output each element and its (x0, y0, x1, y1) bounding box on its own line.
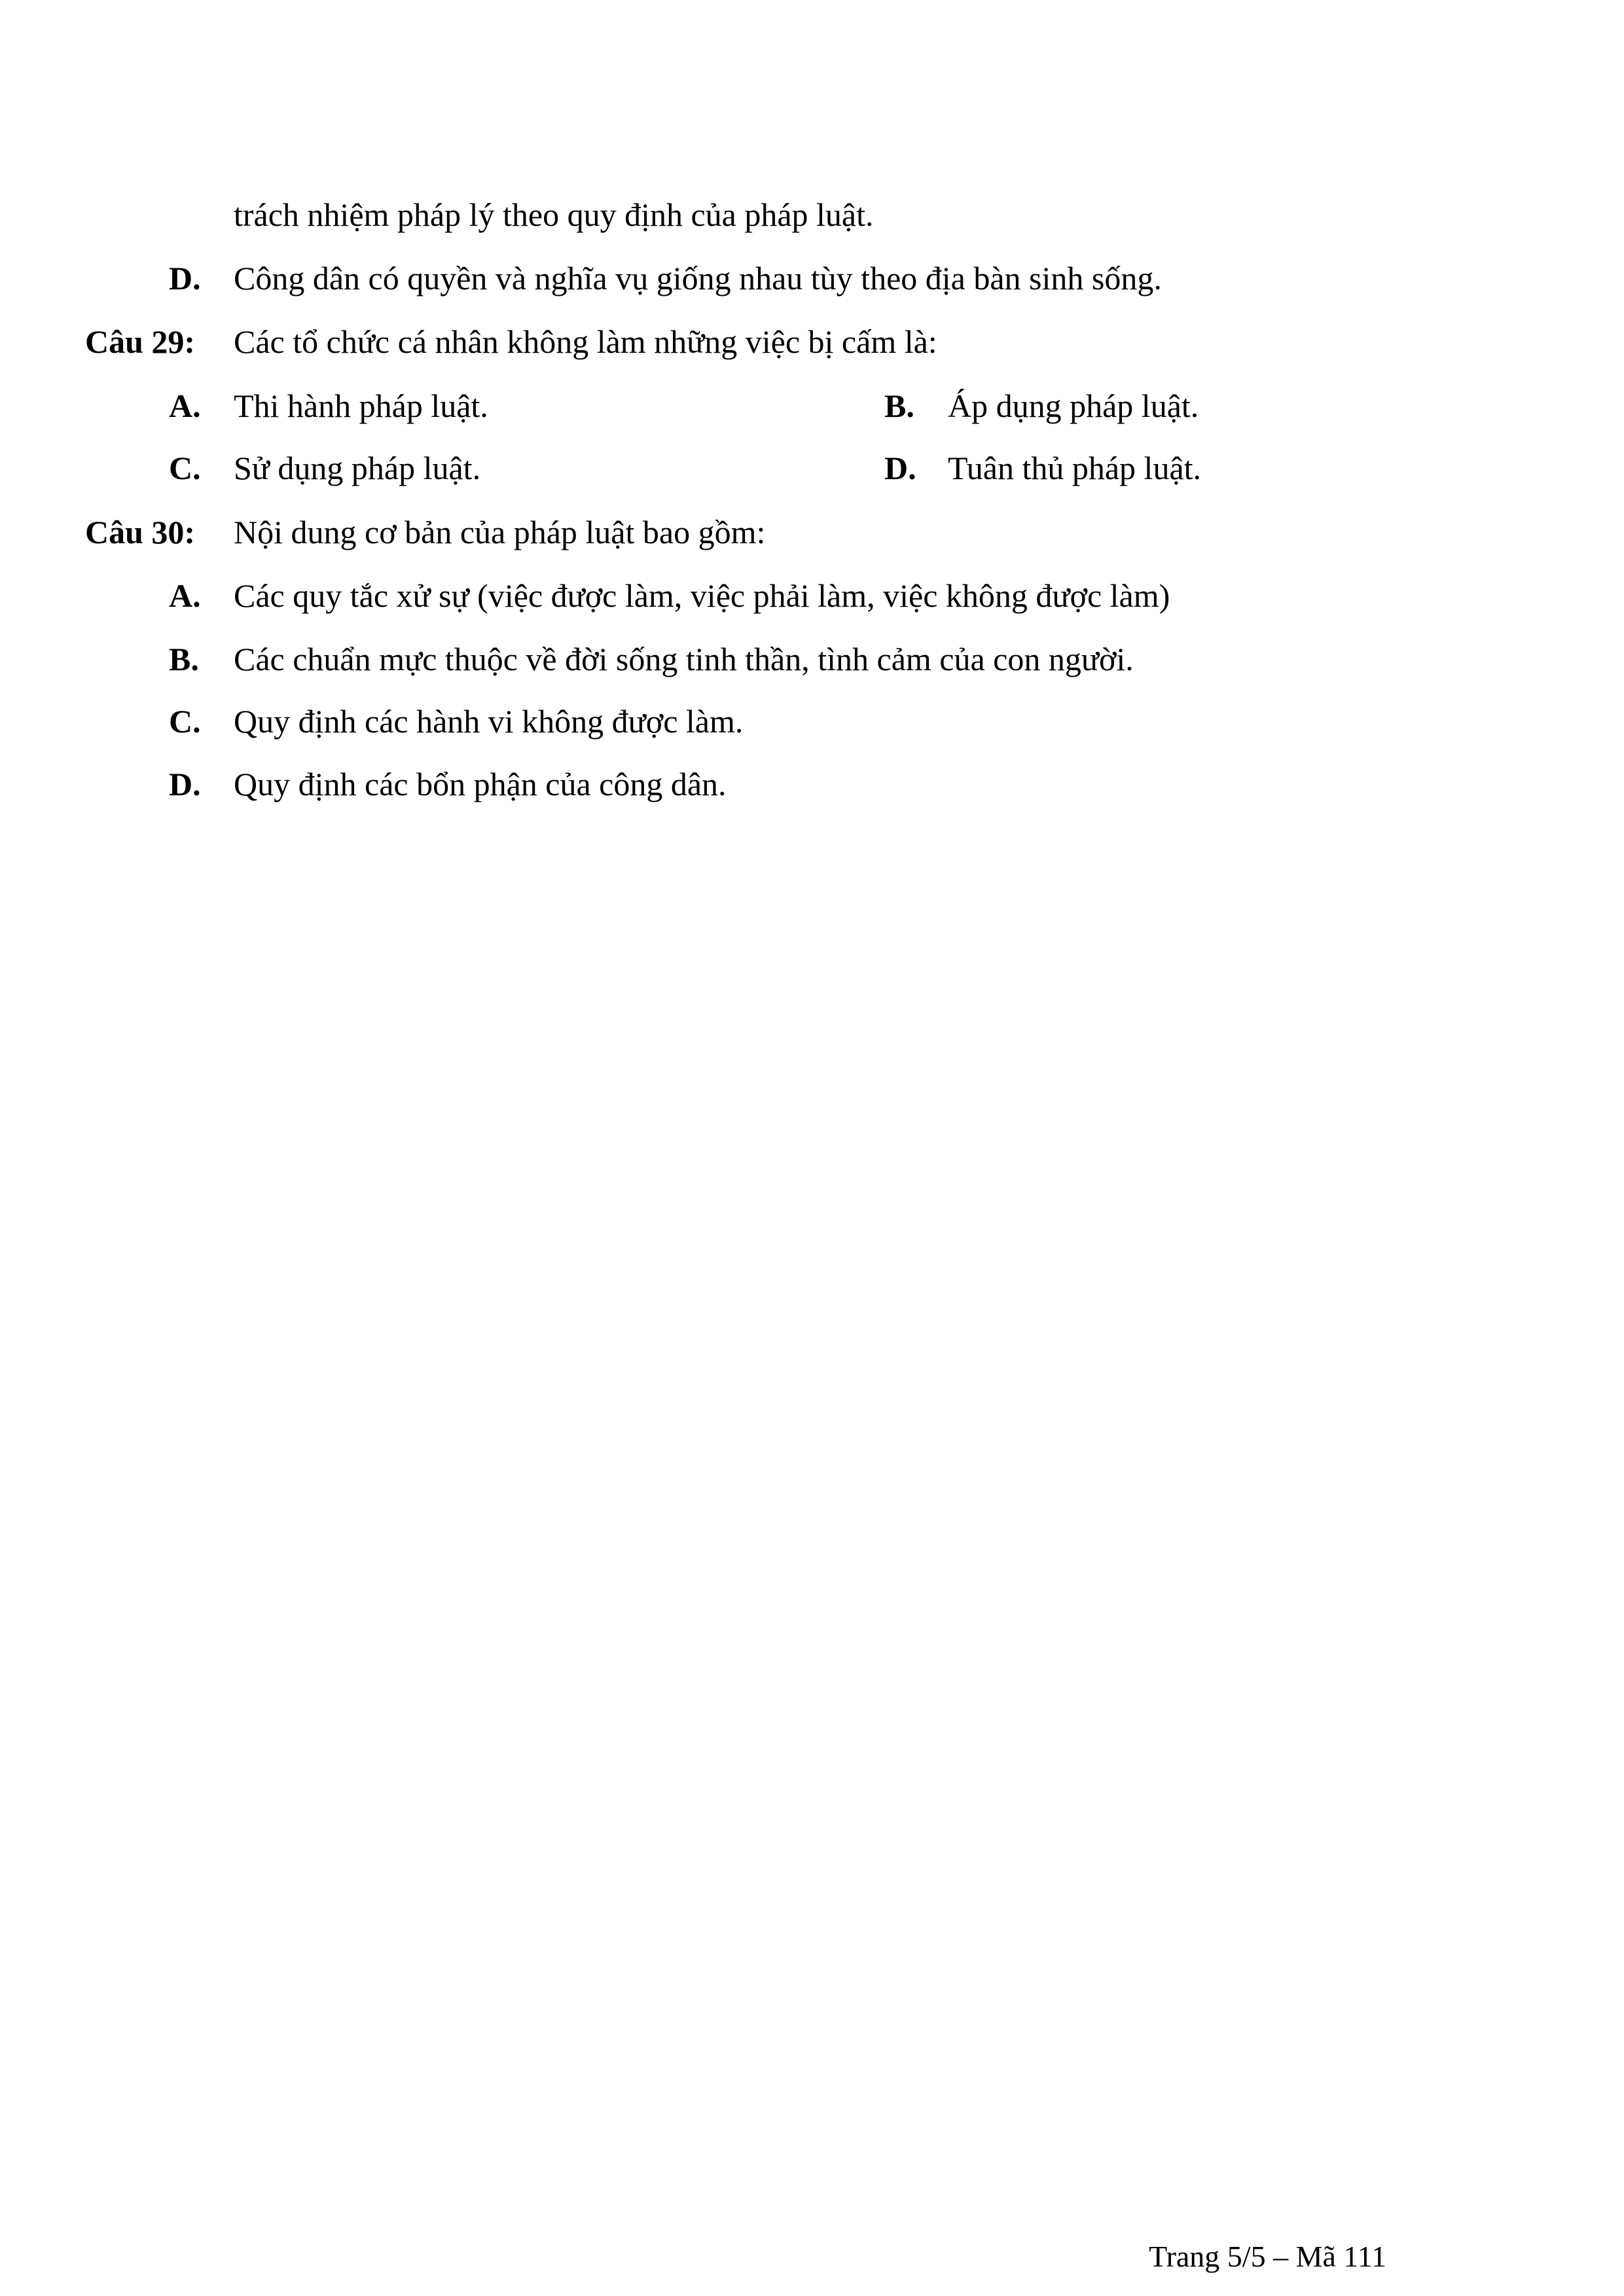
q29-option-d-label: D. (884, 450, 916, 486)
q30-option-a-text: Các quy tắc xử sự (việc được làm, việc phải làm, việc không được làm) (234, 577, 1170, 614)
q30-option-d-label: D. (169, 766, 201, 802)
q29-option-b-label: B. (884, 387, 914, 424)
q29-option-a-label: A. (169, 387, 201, 424)
page-footer: Trang 5/5 – Mã 111 (1149, 2240, 1386, 2273)
q30-option-c-text: Quy định các hành vi không được làm. (234, 703, 744, 740)
prev-question-continuation: trách nhiệm pháp lý theo quy định của pháp luật. (234, 196, 874, 233)
q29-option-c-label: C. (169, 450, 201, 486)
q29-option-b-text: Áp dụng pháp luật. (948, 387, 1199, 424)
q29-question: Các tổ chức cá nhân không làm những việc bị cấm là: (234, 323, 937, 360)
q30-question: Nội dung cơ bản của pháp luật bao gồm: (234, 514, 766, 550)
q30-option-c-label: C. (169, 703, 201, 740)
q29-label: Câu 29: (85, 323, 196, 360)
q30-label: Câu 30: (85, 514, 196, 550)
q30-option-d-text: Quy định các bổn phận của công dân. (234, 766, 727, 802)
q29-option-a-text: Thi hành pháp luật. (234, 387, 488, 424)
prev-option-d-label: D. (169, 260, 201, 296)
q29-option-c-text: Sử dụng pháp luật. (234, 450, 481, 486)
q30-option-b-text: Các chuẩn mực thuộc về đời sống tinh thần, tình cảm của con người. (234, 641, 1134, 677)
q29-option-d-text: Tuân thủ pháp luật. (948, 450, 1202, 486)
q30-option-b-label: B. (169, 641, 199, 677)
q30-option-a-label: A. (169, 577, 201, 614)
prev-option-d-text: Công dân có quyền và nghĩa vụ giống nhau tùy theo địa bàn sinh sống. (234, 260, 1162, 296)
